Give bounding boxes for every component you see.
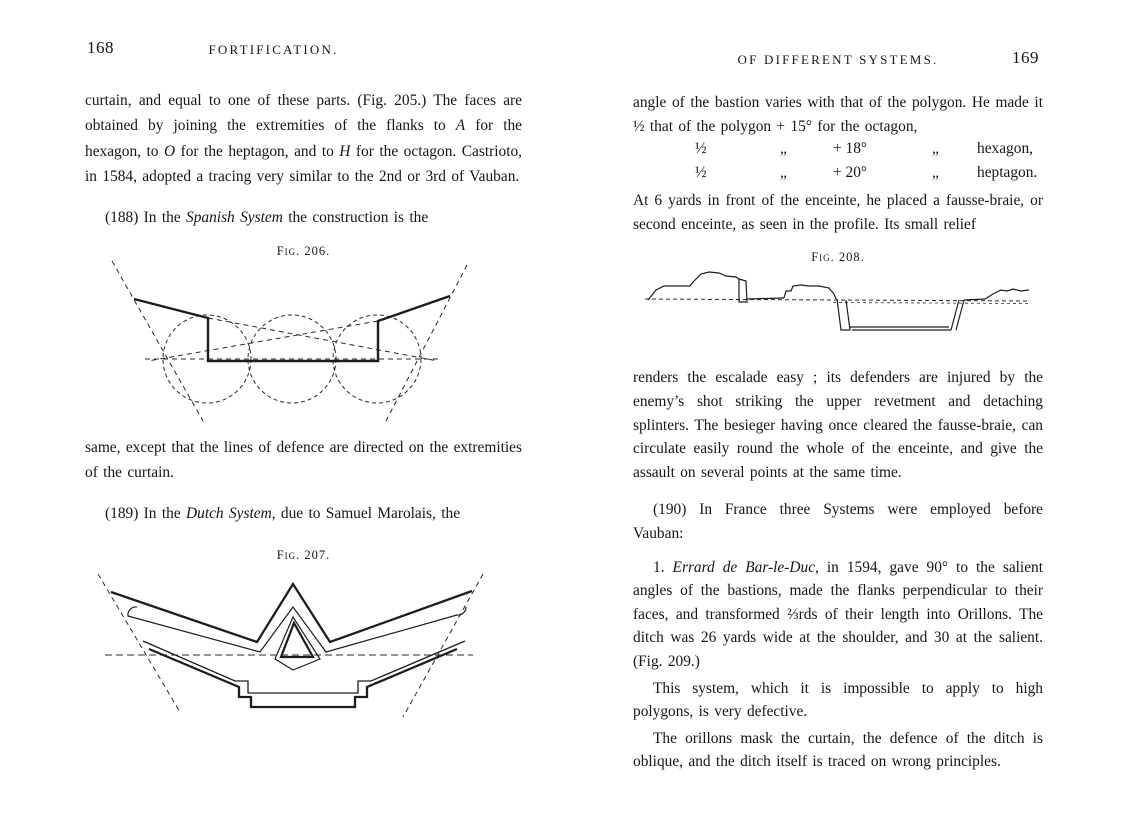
fraction-cell: ½ (695, 164, 707, 182)
right-page-number: 169 (1012, 48, 1039, 67)
polygon-cell: hexagon, (977, 140, 1033, 158)
left-page-number: 168 (87, 38, 114, 57)
right-page (633, 50, 1043, 774)
table-row (633, 164, 1043, 188)
rampart-profile-outline (648, 272, 1029, 330)
paragraph-190-france-systems: (190) In France three Systems were employed before Vauban: (633, 501, 1043, 542)
ditto-cell: „ (780, 140, 787, 158)
paragraph-system-defective: This system, which it is impossible to apply to high polygons, is very defective. (633, 679, 1043, 721)
angle-cell: + 20° (833, 164, 868, 182)
spanish-system-trace (85, 261, 522, 425)
left-running-title: FORTIFICATION. (208, 42, 339, 57)
paragraph-fausse-braie: At 6 yards in front of the enceinte, he placed a fausse-braie, or second enceinte, as seen in the profile. Its small relief (633, 192, 1043, 233)
paragraph-188-spanish-system: (188) In the Spanish System the construction is the (105, 208, 429, 226)
paragraph-bastion-angle: angle of the bastion varies with that of the polygon. He made it ½ that of the polygon + 15° for the octagon, (633, 94, 1043, 135)
right-running-title: OF DIFFERENT SYSTEMS. (737, 52, 939, 67)
table-row (633, 140, 1043, 164)
fig-206-diagram (85, 261, 522, 425)
fig-207-diagram (85, 567, 522, 727)
ditto-cell: „ (932, 164, 939, 182)
fraction-cell: ½ (695, 140, 707, 158)
paragraph-curtain-faces: curtain, and equal to one of these parts. (Fig. 205.) The faces are obtained by joining the extremities of the flanks to A for the hexagon, to O for the heptagon, and to H for the octagon. Castrioto, in 1584, adopted a tracing very similar to the 2nd or 3rd of Vauban. (85, 92, 523, 186)
polygon-cell: heptagon. (977, 164, 1038, 182)
fig-206-caption: Fig. 206. (276, 244, 331, 259)
angle-cell: + 18° (833, 140, 868, 158)
paragraph-escalade: renders the escalade easy ; its defenders are injured by the enemy’s shot striking the upper revetment and detaching splinters. The besieger having once cleared the fausse-braie, can circulate easily round the whole of the enceinte, and give the assault on several points at the same time. (633, 369, 1043, 481)
fig-208-caption: Fig. 208. (811, 250, 865, 265)
fig-208-diagram (633, 269, 1043, 349)
ditto-cell: „ (780, 164, 787, 182)
dutch-system-trace (85, 567, 522, 727)
paragraph-orillons-mask-curtain: The orillons mask the curtain, the defence of the ditch is oblique, and the ditch itself is traced on wrong principles. (633, 729, 1043, 771)
lower-rampart-outline (143, 641, 465, 707)
fig-207-caption: Fig. 207. (276, 548, 331, 563)
angle-substitution-table (633, 140, 1043, 188)
ravelin-and-wings (111, 584, 472, 670)
paragraph-errard-de-bar-le-duc: 1. Errard de Bar-le-Duc, in 1594, gave 90° to the salient angles of the bastions, made the flanks perpendicular to their faces, and transformed ⅔rds of their length into Orillons. The ditch was 26 yards wide at the shoulder, and 30 at the salient. (Fig. 209.) (633, 558, 1043, 670)
right-running-head (633, 50, 1043, 70)
left-running-head (85, 40, 522, 60)
curtain-flanks-faces-outline (134, 296, 450, 361)
paragraph-lines-of-defence: same, except that the lines of defence are directed on the extremities of the curtain. (85, 439, 522, 482)
enceinte-profile (633, 269, 1043, 349)
paragraph-189-dutch-system: (189) In the Dutch System, due to Samuel Marolais, the (105, 504, 461, 522)
ditto-cell: „ (932, 140, 939, 158)
left-page (85, 40, 522, 727)
construction-lines (112, 261, 467, 421)
capital-dashed-lines (98, 574, 483, 717)
